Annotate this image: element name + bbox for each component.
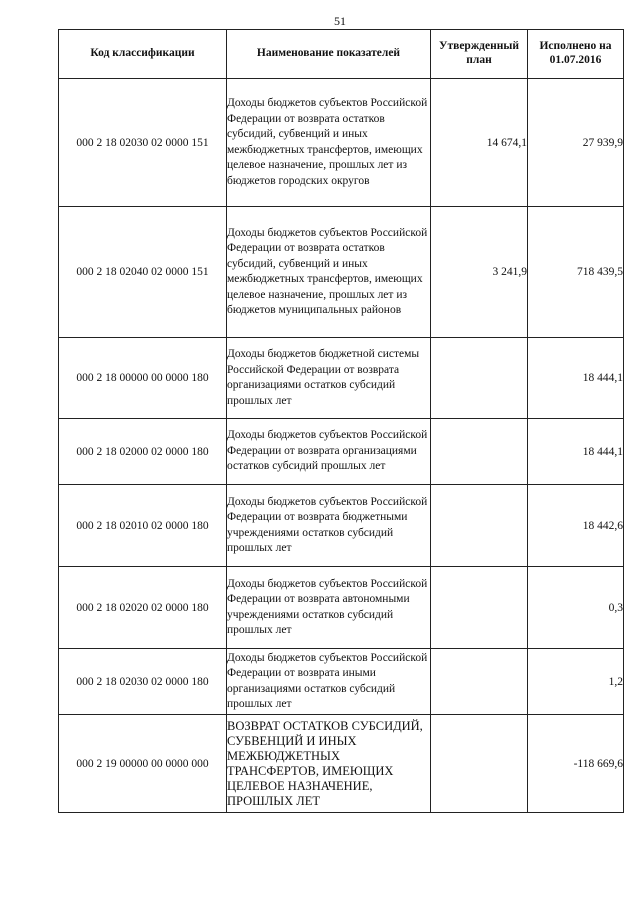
indicator-name: Доходы бюджетов субъектов Российской Федерации от возврата автономными учреждениями остатков субсидий прошлых лет <box>227 567 431 649</box>
column-header-plan: Утвержденный план <box>431 30 528 79</box>
executed-value: 18 442,6 <box>528 485 624 567</box>
indicator-name: ВОЗВРАТ ОСТАТКОВ СУБСИДИЙ, СУБВЕНЦИЙ И ИНЫХ МЕЖБЮДЖЕТНЫХ ТРАНСФЕРТОВ, ИМЕЮЩИХ ЦЕЛЕВОЕ НАЗНАЧЕНИЕ, ПРОШЛЫХ ЛЕТ <box>227 715 431 813</box>
executed-value: 18 444,1 <box>528 338 624 419</box>
page-number: 51 <box>334 14 346 28</box>
approved-plan-value <box>431 567 528 649</box>
table-row <box>59 338 624 419</box>
table-row <box>59 715 624 813</box>
classification-code: 000 2 18 00000 00 0000 180 <box>59 338 227 419</box>
approved-plan-value <box>431 715 528 813</box>
executed-value: 0,3 <box>528 567 624 649</box>
classification-code: 000 2 18 02010 02 0000 180 <box>59 485 227 567</box>
indicator-name: Доходы бюджетов субъектов Российской Федерации от возврата организациями остатков субсидий прошлых лет <box>227 419 431 485</box>
column-header-name: Наименование показателей <box>227 30 431 79</box>
indicator-name: Доходы бюджетов субъектов Российской Федерации от возврата остатков субсидий, субвенций и иных межбюджетных трансфертов, имеющих целевое назначение, прошлых лет из бюджетов городских округов <box>227 79 431 207</box>
classification-code: 000 2 19 00000 00 0000 000 <box>59 715 227 813</box>
indicator-name: Доходы бюджетов субъектов Российской Федерации от возврата остатков субсидий, субвенций и иных межбюджетных трансфертов, имеющих целевое назначение, прошлых лет из бюджетов муниципальных районов <box>227 207 431 338</box>
table-row <box>59 567 624 649</box>
budget-table <box>58 29 624 813</box>
table-header-row <box>59 30 624 79</box>
executed-value: -118 669,6 <box>528 715 624 813</box>
classification-code: 000 2 18 02040 02 0000 151 <box>59 207 227 338</box>
approved-plan-value <box>431 338 528 419</box>
indicator-name: Доходы бюджетов бюджетной системы Российской Федерации от возврата организациями остатков субсидий прошлых лет <box>227 338 431 419</box>
table-row <box>59 79 624 207</box>
executed-value: 1,2 <box>528 649 624 715</box>
table-row <box>59 207 624 338</box>
column-header-executed: Исполнено на 01.07.2016 <box>528 30 624 79</box>
executed-value: 27 939,9 <box>528 79 624 207</box>
approved-plan-value <box>431 419 528 485</box>
approved-plan-value <box>431 485 528 567</box>
executed-value: 18 444,1 <box>528 419 624 485</box>
table-row <box>59 649 624 715</box>
approved-plan-value <box>431 649 528 715</box>
classification-code: 000 2 18 02030 02 0000 151 <box>59 79 227 207</box>
classification-code: 000 2 18 02020 02 0000 180 <box>59 567 227 649</box>
approved-plan-value: 14 674,1 <box>431 79 528 207</box>
executed-value: 718 439,5 <box>528 207 624 338</box>
classification-code: 000 2 18 02000 02 0000 180 <box>59 419 227 485</box>
classification-code: 000 2 18 02030 02 0000 180 <box>59 649 227 715</box>
table-row <box>59 485 624 567</box>
table-row <box>59 419 624 485</box>
indicator-name: Доходы бюджетов субъектов Российской Федерации от возврата иными организациями остатков субсидий прошлых лет <box>227 649 431 715</box>
approved-plan-value: 3 241,9 <box>431 207 528 338</box>
indicator-name: Доходы бюджетов субъектов Российской Федерации от возврата бюджетными учреждениями остатков субсидий прошлых лет <box>227 485 431 567</box>
column-header-code: Код классификации <box>59 30 227 79</box>
